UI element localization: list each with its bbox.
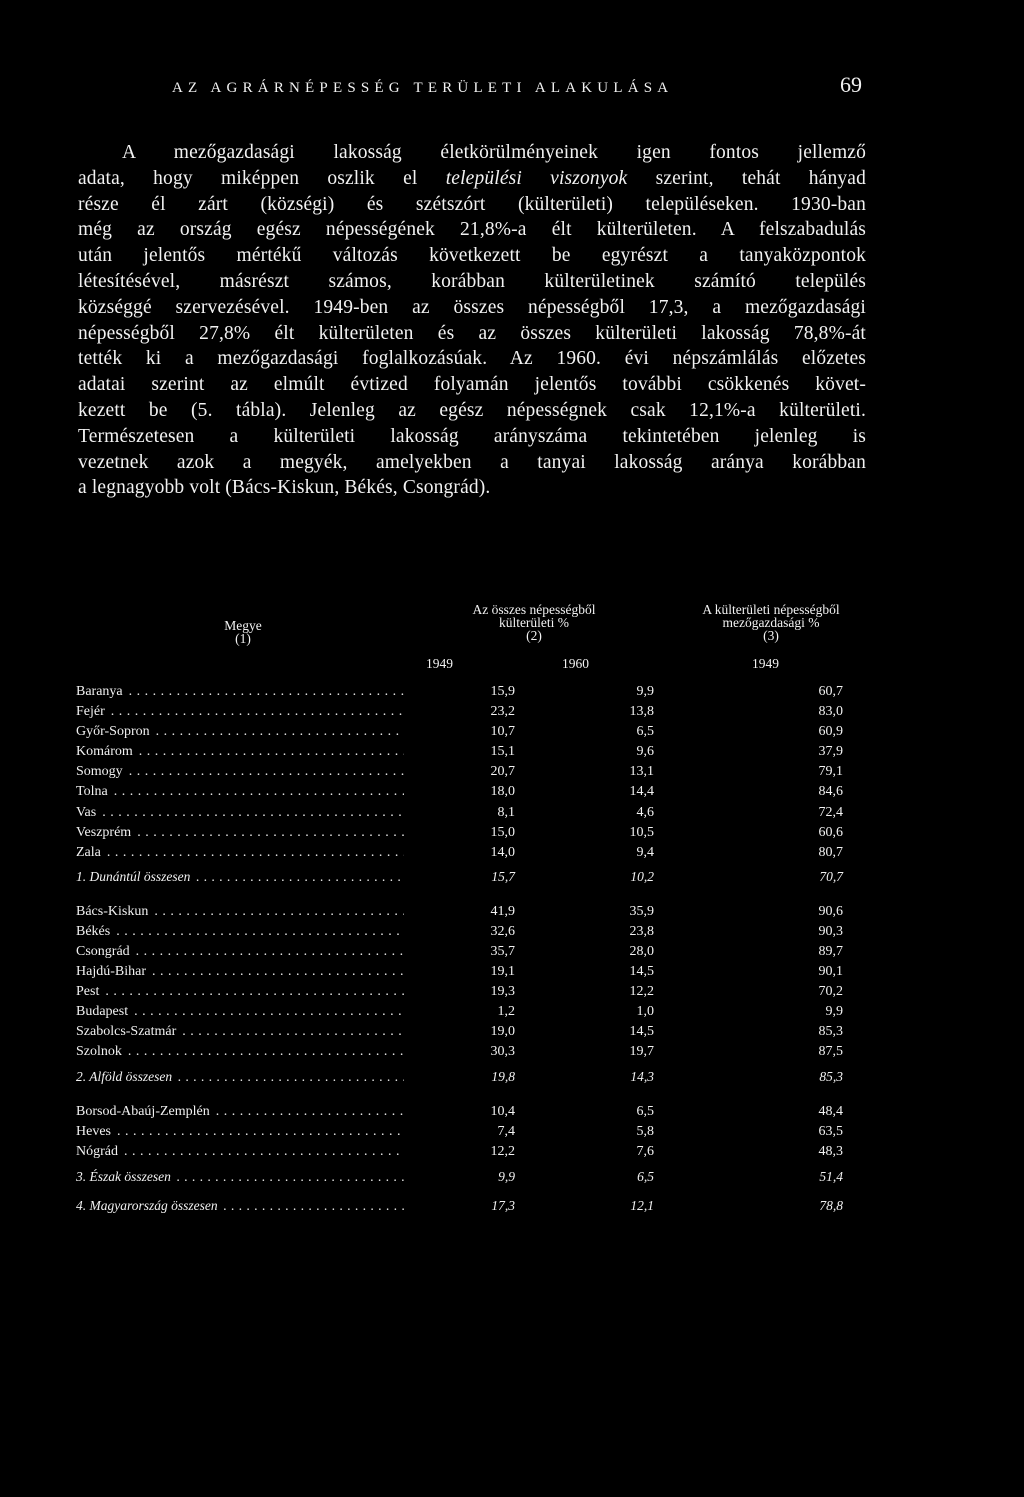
table-row — [76, 1004, 843, 1022]
paragraph-line-start: adata, hogy miképpen oszlik el — [78, 167, 446, 189]
table-row — [76, 904, 843, 922]
county-name: Hajdú-Bihar . . . — [76, 964, 404, 980]
value-1960-total: 14,5 — [629, 1024, 654, 1039]
value-1960-total: 10,5 — [629, 825, 654, 840]
value-1949-agricultural: 84,6 — [818, 784, 843, 799]
value-1949-total: 19,8 — [491, 1069, 515, 1084]
value-1960-total: 13,1 — [629, 764, 654, 779]
paragraph-line: községgé szervezésével. 1949-ben az összes népességből 17,3, a mezőgazdasági — [78, 296, 866, 318]
value-1949-total: 7,4 — [497, 1124, 515, 1139]
value-1960-total: 9,6 — [636, 744, 654, 759]
county-name: 2. Alföld összesen . . . — [76, 1069, 404, 1085]
value-1960-total: 6,5 — [637, 1169, 654, 1184]
value-1949-total: 15,0 — [490, 825, 515, 840]
value-1949-total: 15,7 — [491, 869, 515, 884]
value-1949-agricultural: 48,3 — [818, 1144, 843, 1159]
value-1949-agricultural: 90,6 — [818, 904, 843, 919]
table-row — [76, 1024, 843, 1042]
column-header-line: (2) — [526, 628, 542, 643]
county-name: Zala . . . — [76, 845, 404, 861]
value-1949-agricultural: 90,3 — [818, 924, 843, 939]
value-1949-total: 41,9 — [490, 904, 515, 919]
value-1949-total: 10,4 — [490, 1104, 515, 1119]
value-1949-total: 8,1 — [497, 805, 515, 820]
table-row — [76, 684, 843, 702]
table-total-row — [76, 869, 843, 887]
value-1949-total: 30,3 — [490, 1044, 515, 1059]
county-name: Tolna . . . — [76, 784, 404, 800]
value-1949-agricultural: 89,7 — [818, 944, 843, 959]
value-1949-total: 35,7 — [490, 944, 515, 959]
value-1960-total: 13,8 — [629, 704, 654, 719]
value-1949-agricultural: 85,3 — [819, 1069, 843, 1084]
year-header: 1949 — [426, 656, 453, 671]
county-name: Nógrád . . . — [76, 1144, 404, 1160]
page-number: 69 — [840, 72, 862, 97]
value-1949-total: 19,3 — [490, 984, 515, 999]
county-name: Szabolcs-Szatmár . . . — [76, 1024, 404, 1040]
table-row — [76, 1144, 843, 1162]
paragraph-line: tették ki a mezőgazdasági foglalkozásúak. Az 1960. évi népszámlálás előzetes — [78, 348, 866, 370]
county-name: Budapest . . . — [76, 1004, 404, 1020]
county-name: Fejér . . . — [76, 704, 404, 720]
paragraph-line: kezett be (5. tábla). Jelenleg az egész népességnek csak 12,1%-a külterületi. — [78, 399, 866, 421]
value-1949-agricultural: 63,5 — [818, 1124, 843, 1139]
value-1949-agricultural: 83,0 — [818, 704, 843, 719]
value-1960-total: 12,1 — [630, 1198, 654, 1213]
value-1960-total: 14,5 — [629, 964, 654, 979]
paragraph-line — [78, 166, 866, 192]
paragraph-line: A mezőgazdasági lakosság életkörülményeinek igen fontos jellemző — [122, 142, 866, 163]
value-1960-total: 10,2 — [630, 869, 654, 884]
value-1949-total: 14,0 — [490, 845, 515, 860]
paragraph-line: Természetesen a külterületi lakosság arányszáma tekintetében jelenleg is — [78, 425, 866, 447]
paragraph-line-end: szerint, tehát hányad — [627, 167, 866, 189]
column-header-line: Megye — [224, 618, 262, 633]
value-1949-agricultural: 60,6 — [818, 825, 843, 840]
value-1949-agricultural: 70,7 — [819, 869, 843, 884]
paragraph-line: a legnagyobb volt (Bács-Kiskun, Békés, Csongrád). — [78, 477, 491, 499]
table-row — [76, 944, 843, 962]
paragraph-line: adatai szerint az elmúlt évtized folyamán jelentős további csökkenés követ- — [78, 374, 866, 396]
table-total-row — [76, 1169, 843, 1187]
value-1949-total: 15,1 — [490, 744, 515, 759]
table-row — [76, 764, 843, 782]
table-row — [76, 805, 843, 823]
value-1949-agricultural: 90,1 — [818, 964, 843, 979]
county-name: 3. Észak összesen . . . — [76, 1169, 404, 1185]
county-name: Vas . . . — [76, 805, 404, 821]
value-1960-total: 12,2 — [629, 984, 654, 999]
value-1960-total: 35,9 — [629, 904, 654, 919]
value-1949-agricultural: 79,1 — [818, 764, 843, 779]
value-1949-total: 12,2 — [490, 1144, 515, 1159]
value-1949-total: 20,7 — [490, 764, 515, 779]
county-name: 1. Dunántúl összesen . . . — [76, 869, 404, 885]
value-1960-total: 28,0 — [629, 944, 654, 959]
value-1949-total: 18,0 — [490, 784, 515, 799]
value-1960-total: 6,5 — [636, 724, 654, 739]
value-1949-agricultural: 72,4 — [818, 805, 843, 820]
table-row — [76, 1124, 843, 1142]
county-name: Bács-Kiskun . . . — [76, 904, 404, 920]
year-header: 1960 — [562, 656, 589, 671]
value-1949-agricultural: 85,3 — [818, 1024, 843, 1039]
paragraph-line: népességből 27,8% élt külterületen és az összes külterületi lakosság 78,8%-át — [78, 322, 866, 344]
value-1949-agricultural: 48,4 — [818, 1104, 843, 1119]
table-row — [76, 845, 843, 863]
value-1949-agricultural: 60,9 — [818, 724, 843, 739]
value-1949-agricultural: 51,4 — [819, 1169, 843, 1184]
value-1949-agricultural: 9,9 — [825, 1004, 843, 1019]
column-header-line: A külterületi népességből — [702, 602, 840, 617]
column-header-line: (3) — [763, 628, 779, 643]
county-name: Heves . . . — [76, 1124, 404, 1140]
value-1960-total: 5,8 — [636, 1124, 654, 1139]
value-1960-total: 6,5 — [636, 1104, 654, 1119]
value-1949-agricultural: 78,8 — [819, 1198, 843, 1213]
county-name: Baranya . . . — [76, 684, 404, 700]
value-1949-total: 1,2 — [497, 1004, 515, 1019]
value-1949-agricultural: 70,2 — [818, 984, 843, 999]
column-header-line: külterületi % — [498, 615, 570, 630]
table-row — [76, 724, 843, 742]
column-header-line: Az összes népességből — [472, 602, 596, 617]
value-1949-total: 9,9 — [498, 1169, 515, 1184]
county-name: Győr-Sopron . . . — [76, 724, 404, 740]
table-row — [76, 1104, 843, 1122]
value-1949-total: 10,7 — [490, 724, 515, 739]
body-paragraph — [78, 140, 866, 501]
table-row — [76, 825, 843, 843]
value-1960-total: 9,4 — [636, 845, 654, 860]
table-row — [76, 924, 843, 942]
county-name: Békés . . . — [76, 924, 404, 940]
value-1960-total: 23,8 — [629, 924, 654, 939]
value-1960-total: 7,6 — [636, 1144, 654, 1159]
value-1960-total: 9,9 — [636, 684, 654, 699]
county-name: Komárom . . . — [76, 744, 404, 760]
running-head — [172, 72, 862, 98]
county-name: Veszprém . . . — [76, 825, 404, 841]
value-1949-total: 19,0 — [490, 1024, 515, 1039]
table-row — [76, 744, 843, 762]
year-header: 1949 — [752, 656, 779, 671]
value-1960-total: 1,0 — [636, 1004, 654, 1019]
column-header-line: mezőgazdasági % — [722, 615, 820, 630]
paragraph-line: után jelentős mértékű változás következett be egyrészt a tanyaközpontok — [78, 245, 866, 267]
paragraph-line: része él zárt (községi) és szétszórt (külterületi) településeken. 1930-ban — [78, 193, 866, 215]
paragraph-line: vezetnek azok a megyék, amelyekben a tanyai lakosság aránya korábban — [78, 451, 866, 473]
table-total-row — [76, 1198, 843, 1216]
table-row — [76, 704, 843, 722]
county-name: Borsod-Abaúj-Zemplén . . . — [76, 1104, 404, 1120]
county-name: 4. Magyarország összesen . . . — [76, 1198, 404, 1214]
value-1949-total: 32,6 — [490, 924, 515, 939]
table-row — [76, 784, 843, 802]
value-1949-agricultural: 80,7 — [818, 845, 843, 860]
value-1949-total: 17,3 — [491, 1198, 515, 1213]
value-1949-agricultural: 60,7 — [818, 684, 843, 699]
county-name: Csongrád . . . — [76, 944, 404, 960]
value-1960-total: 19,7 — [629, 1044, 654, 1059]
table-row — [76, 964, 843, 982]
column-header-line: (1) — [235, 631, 251, 646]
column-header-county — [188, 619, 298, 645]
county-name: Somogy . . . — [76, 764, 404, 780]
paragraph-line: még az ország egész népességének 21,8%-a élt külterületen. A felszabadulás — [78, 219, 866, 241]
value-1960-total: 14,4 — [629, 784, 654, 799]
value-1949-total: 15,9 — [490, 684, 515, 699]
value-1960-total: 4,6 — [636, 805, 654, 820]
county-name: Szolnok . . . — [76, 1044, 404, 1060]
value-1960-total: 14,3 — [630, 1069, 654, 1084]
table-row — [76, 1044, 843, 1062]
table-row — [76, 984, 843, 1002]
italic-phrase: települési viszonyok — [445, 167, 628, 189]
paragraph-line: létesítésével, másrészt számos, korábban külterületinek számító település — [78, 270, 866, 292]
running-title: AZ AGRÁRNÉPESSÉG TERÜLETI ALAKULÁSA — [172, 80, 674, 96]
table-total-row — [76, 1069, 843, 1087]
value-1949-agricultural: 87,5 — [818, 1044, 843, 1059]
column-header-total-rural — [414, 603, 654, 642]
value-1949-total: 23,2 — [490, 704, 515, 719]
value-1949-total: 19,1 — [490, 964, 515, 979]
column-header-rural-agricultural — [646, 603, 896, 642]
county-name: Pest . . . — [76, 984, 404, 1000]
value-1949-agricultural: 37,9 — [818, 744, 843, 759]
